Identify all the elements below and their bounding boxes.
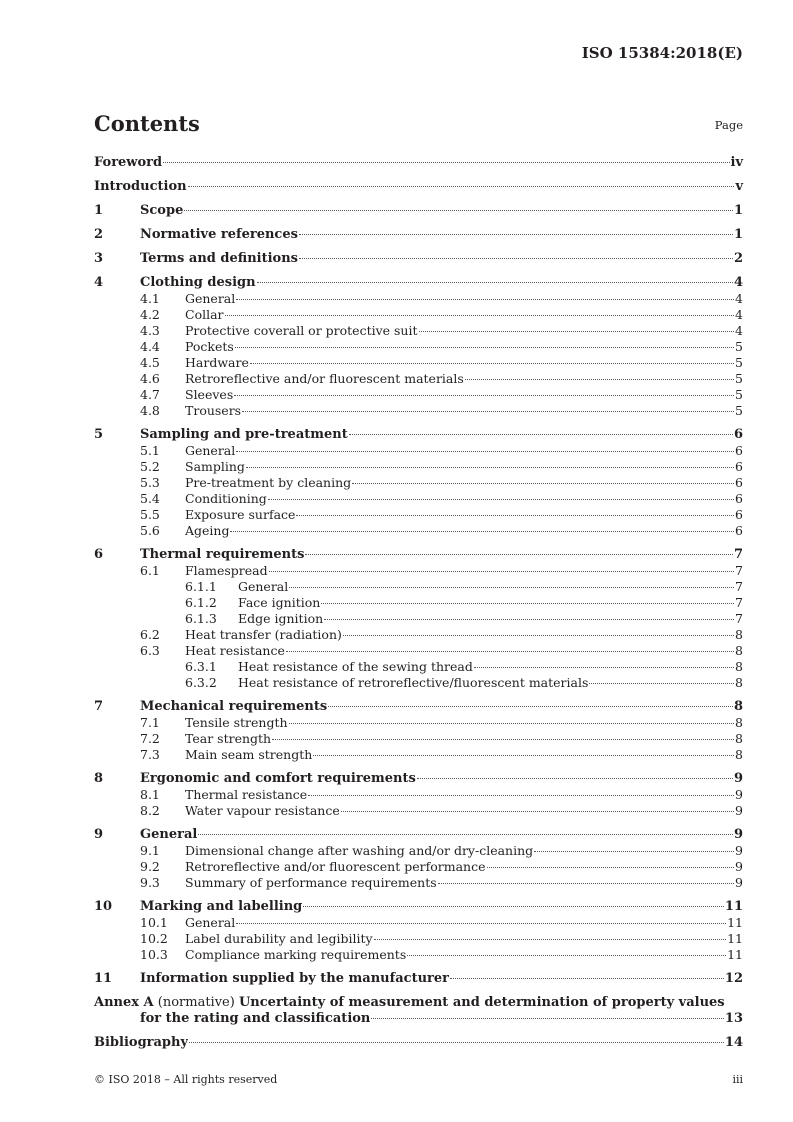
toc-entry[interactable]	[94, 523, 743, 539]
toc-entry-page: 9	[735, 875, 743, 890]
dot-leader	[234, 395, 734, 396]
dot-leader	[188, 186, 735, 187]
dot-leader	[305, 554, 733, 555]
toc-entry[interactable]	[94, 627, 743, 643]
toc-entry-title: Ergonomic and comfort requirements	[140, 771, 416, 786]
dot-leader	[242, 411, 734, 412]
toc-entry-page: 6	[735, 491, 743, 506]
dot-leader	[534, 851, 734, 852]
dot-leader	[236, 451, 734, 452]
dot-leader	[343, 635, 734, 636]
toc-entry-title: Dimensional change after washing and/or dry-cleaning	[185, 843, 534, 858]
dot-leader	[474, 667, 734, 668]
toc-entry-number: 6.3.2	[185, 675, 217, 690]
dot-leader	[296, 515, 734, 516]
toc-entry-number: 5.3	[140, 475, 160, 490]
toc-entry[interactable]	[94, 659, 743, 675]
toc-entry-page: 5	[735, 403, 743, 418]
toc-entry-number: 5.1	[140, 443, 160, 458]
toc-entry-number: 6.1	[140, 563, 160, 578]
toc-entry-number: 4	[94, 275, 104, 290]
toc-entry[interactable]	[94, 203, 743, 219]
toc-entry-page: 9	[735, 843, 743, 858]
toc-entry-page: 1	[733, 203, 743, 218]
toc-entry[interactable]	[94, 427, 743, 443]
toc-entry-number: 4.7	[140, 387, 160, 402]
toc-entry-number: 10.2	[140, 931, 168, 946]
toc-entry-page: 7	[735, 595, 743, 610]
toc-entry-page: 11	[727, 947, 743, 962]
toc-entry-title: Retroreflective and/or fluorescent materials	[185, 371, 464, 386]
toc-entry[interactable]	[94, 491, 743, 507]
toc-entry-number: 9.3	[140, 875, 160, 890]
toc-entry[interactable]	[94, 443, 743, 459]
toc-entry-number: 5.2	[140, 459, 160, 474]
dot-leader	[450, 978, 724, 979]
toc-entry-title: Ageing	[185, 523, 230, 538]
toc-entry[interactable]	[94, 899, 743, 915]
toc-entry[interactable]	[94, 547, 743, 563]
toc-entry-page: 8	[735, 731, 743, 746]
toc-entry-title: Thermal resistance	[185, 787, 308, 802]
toc-entry-title: Normative references	[140, 227, 298, 242]
toc-entry-page: 8	[735, 643, 743, 658]
toc-entry-number: 7.2	[140, 731, 160, 746]
dot-leader	[269, 571, 734, 572]
toc-entry-page: 4	[735, 323, 743, 338]
toc-entry[interactable]	[94, 227, 743, 243]
toc-entry[interactable]	[94, 771, 743, 787]
dot-leader	[299, 234, 733, 235]
toc-entry-title: Foreword	[94, 155, 163, 170]
toc-entry-page: 6	[735, 507, 743, 522]
toc-entry-page: 7	[733, 547, 743, 562]
dot-leader	[589, 683, 734, 684]
dot-leader	[303, 906, 724, 907]
toc-entry-number: 4.3	[140, 323, 160, 338]
annex-title-line1: Uncertainty of measurement and determination of property values	[238, 995, 725, 1010]
toc-entry-page: 8	[735, 675, 743, 690]
toc-entry-page: 9	[735, 787, 743, 802]
dot-leader	[289, 587, 734, 588]
toc-entry-page: 8	[735, 715, 743, 730]
toc-entry[interactable]	[94, 915, 743, 931]
dot-leader	[198, 834, 733, 835]
toc-entry-title: Pre-treatment by cleaning	[185, 475, 352, 490]
toc-entry-page: 9	[733, 771, 743, 786]
toc-entry-title: Thermal requirements	[140, 547, 305, 562]
toc-entry-title: Retroreflective and/or fluorescent performance	[185, 859, 486, 874]
bibliography-title: Bibliography	[94, 1035, 189, 1050]
dot-leader	[246, 467, 734, 468]
toc-entry-number: 6.1.3	[185, 611, 217, 626]
toc-entry-number: 5	[94, 427, 104, 442]
dot-leader	[321, 603, 734, 604]
toc-entry[interactable]	[94, 275, 743, 291]
toc-entry[interactable]	[94, 307, 743, 323]
dot-leader	[313, 755, 734, 756]
bibliography-page: 14	[724, 1035, 743, 1050]
toc-entry-page: 9	[733, 827, 743, 842]
toc-entry-number: 7	[94, 699, 104, 714]
toc-entry-title: Summary of performance requirements	[185, 875, 437, 890]
toc-entry-title: Edge ignition	[238, 611, 324, 626]
toc-entry-page: iv	[730, 155, 743, 170]
toc-entry-annex-a[interactable]	[94, 995, 743, 1027]
toc-entry-number: 4.4	[140, 339, 160, 354]
dot-leader	[299, 258, 733, 259]
toc-entry-number: 5.4	[140, 491, 160, 506]
toc-entry-number: 8	[94, 771, 104, 786]
dot-leader	[341, 811, 734, 812]
toc-entry-number: 6.1.1	[185, 579, 217, 594]
toc-entry[interactable]	[94, 579, 743, 595]
toc-entry-title: Tensile strength	[185, 715, 288, 730]
toc-entry-number: 6.3	[140, 643, 160, 658]
toc-entry-page: 5	[735, 355, 743, 370]
toc-entry-number: 4.1	[140, 291, 160, 306]
copyright-notice: © ISO 2018 – All rights reserved	[94, 1073, 278, 1086]
toc-entry-number: 4.6	[140, 371, 160, 386]
toc-entry[interactable]	[94, 155, 743, 171]
toc-entry[interactable]	[94, 475, 743, 491]
dot-leader	[417, 778, 733, 779]
toc-entry-title: Conditioning	[185, 491, 267, 506]
toc-entry-page: 1	[733, 227, 743, 242]
toc-entry[interactable]	[94, 403, 743, 419]
dot-leader	[438, 883, 734, 884]
toc-entry-title: Sleeves	[185, 387, 234, 402]
toc-entry-page: 5	[735, 339, 743, 354]
toc-entry-number: 10	[94, 899, 113, 914]
dot-leader	[371, 1018, 724, 1019]
toc-entry[interactable]	[94, 715, 743, 731]
toc-entry[interactable]	[94, 595, 743, 611]
toc-entry[interactable]	[94, 747, 743, 763]
toc-entry[interactable]	[94, 355, 743, 371]
toc-entry-page: 8	[735, 659, 743, 674]
toc-entry-title: Hardware	[185, 355, 249, 370]
document-id: ISO 15384:2018(E)	[581, 44, 743, 62]
toc-entry-title: Main seam strength	[185, 747, 313, 762]
dot-leader	[465, 379, 734, 380]
annex-title-line2: for the rating and classification	[140, 1011, 371, 1026]
toc-entry-number: 5.6	[140, 523, 160, 538]
toc-entry[interactable]	[94, 731, 743, 747]
toc-entry-title: Heat resistance of the sewing thread	[238, 659, 473, 674]
toc-entry-title: Heat resistance	[185, 643, 285, 658]
dot-leader	[352, 483, 734, 484]
toc-entry-title: Flamespread	[185, 563, 268, 578]
toc-entry-page: 9	[735, 803, 743, 818]
toc-entry[interactable]	[94, 699, 743, 715]
toc-entry-page: 7	[735, 579, 743, 594]
toc-entry[interactable]	[94, 339, 743, 355]
toc-entry-title: Face ignition	[238, 595, 321, 610]
toc-entry-title: Information supplied by the manufacturer	[140, 971, 449, 986]
toc-entry[interactable]	[94, 459, 743, 475]
toc-entry-number: 6.3.1	[185, 659, 217, 674]
toc-entry[interactable]	[94, 827, 743, 843]
toc-entry[interactable]	[94, 971, 743, 987]
toc-entry-number: 1	[94, 203, 104, 218]
toc-entry-title: Pockets	[185, 339, 234, 354]
toc-entry-title: Protective coverall or protective suit	[185, 323, 418, 338]
toc-entry-page: 6	[735, 475, 743, 490]
toc-entry-page: 6	[733, 427, 743, 442]
toc-entry-title: Heat resistance of retroreflective/fluorescent materials	[238, 675, 589, 690]
toc-entry-title: Water vapour resistance	[185, 803, 340, 818]
dot-leader	[407, 955, 726, 956]
dot-leader	[308, 795, 734, 796]
toc-entry-page: 6	[735, 443, 743, 458]
toc-entry-title: Marking and labelling	[140, 899, 303, 914]
dot-leader	[163, 162, 729, 163]
toc-entry-bibliography[interactable]	[94, 1035, 743, 1051]
dot-leader	[349, 434, 733, 435]
toc-entry-number: 10.1	[140, 915, 168, 930]
toc-entry-title: Introduction	[94, 179, 187, 194]
toc-entry-number: 5.5	[140, 507, 160, 522]
toc-entry-page: 8	[733, 699, 743, 714]
dot-leader	[286, 651, 734, 652]
toc-entry-title: Scope	[140, 203, 184, 218]
toc-entry[interactable]	[94, 291, 743, 307]
toc-entry-number: 7.1	[140, 715, 160, 730]
toc-entry-page: 5	[735, 371, 743, 386]
toc-entry[interactable]	[94, 947, 743, 963]
toc-entry-number: 9	[94, 827, 104, 842]
toc-entry-title: Heat transfer (radiation)	[185, 627, 342, 642]
toc-entry-title: Sampling and pre-treatment	[140, 427, 348, 442]
toc-entry-number: 4.8	[140, 403, 160, 418]
toc-entry-number: 11	[94, 971, 113, 986]
toc-entry-title: Trousers	[185, 403, 242, 418]
toc-entry-title: Sampling	[185, 459, 245, 474]
toc-entry-number: 4.2	[140, 307, 160, 322]
toc-entry-page: 6	[735, 459, 743, 474]
toc-entry-page: 7	[735, 563, 743, 578]
dot-leader	[289, 723, 735, 724]
dot-leader	[328, 706, 733, 707]
toc-entry-page: 6	[735, 523, 743, 538]
toc-entry-number: 10.3	[140, 947, 168, 962]
toc-entry-page: 8	[735, 627, 743, 642]
toc-entry-number: 6	[94, 547, 104, 562]
toc-entry[interactable]	[94, 179, 743, 195]
dot-leader	[236, 299, 734, 300]
toc-entry-title: General	[185, 291, 236, 306]
toc-entry-title: Terms and definitions	[140, 251, 298, 266]
toc-entry-number: 6.2	[140, 627, 160, 642]
toc-entry-page: 4	[733, 275, 743, 290]
toc-entry-page: 8	[735, 747, 743, 762]
toc-entry-title: General	[185, 443, 236, 458]
toc-entry-page: 9	[735, 859, 743, 874]
dot-leader	[184, 210, 733, 211]
toc-entry-number: 7.3	[140, 747, 160, 762]
toc-entry-number: 9.1	[140, 843, 160, 858]
toc-entry-title: Compliance marking requirements	[185, 947, 407, 962]
toc-entry-number: 4.5	[140, 355, 160, 370]
toc-entry-title: Label durability and legibility	[185, 931, 373, 946]
toc-entry-page: 11	[727, 931, 743, 946]
dot-leader	[272, 739, 734, 740]
toc-entry-number: 8.1	[140, 787, 160, 802]
toc-entry[interactable]	[94, 387, 743, 403]
dot-leader	[487, 867, 735, 868]
toc-entry[interactable]	[94, 643, 743, 659]
toc-entry[interactable]	[94, 611, 743, 627]
toc-entry-number: 6.1.2	[185, 595, 217, 610]
toc-entry-page: 2	[733, 251, 743, 266]
dot-leader	[189, 1042, 724, 1043]
toc-entry[interactable]	[94, 843, 743, 859]
dot-leader	[419, 331, 735, 332]
toc-entry[interactable]	[94, 931, 743, 947]
dot-leader	[268, 499, 734, 500]
dot-leader	[230, 531, 734, 532]
table-of-contents	[94, 155, 743, 1051]
dot-leader	[374, 939, 726, 940]
dot-leader	[225, 315, 735, 316]
toc-entry-title: Tear strength	[185, 731, 272, 746]
toc-entry-title: Mechanical requirements	[140, 699, 328, 714]
toc-entry-number: 9.2	[140, 859, 160, 874]
toc-entry[interactable]	[94, 787, 743, 803]
toc-entry-page: 11	[727, 915, 743, 930]
dot-leader	[257, 282, 733, 283]
toc-entry-page: 7	[735, 611, 743, 626]
toc-entry[interactable]	[94, 507, 743, 523]
page-title: Contents	[94, 111, 200, 136]
toc-entry-title: General	[185, 915, 236, 930]
toc-entry-title: General	[140, 827, 198, 842]
toc-entry-number: 2	[94, 227, 104, 242]
toc-entry-page: 11	[724, 899, 743, 914]
toc-entry-number: 8.2	[140, 803, 160, 818]
toc-entry[interactable]	[94, 859, 743, 875]
annex-type: (normative)	[157, 995, 235, 1010]
toc-entry-title: General	[238, 579, 289, 594]
page-number: iii	[732, 1073, 743, 1086]
page-column-label: Page	[714, 118, 743, 132]
toc-entry[interactable]	[94, 803, 743, 819]
toc-entry-title: Exposure surface	[185, 507, 296, 522]
annex-label: Annex A	[94, 995, 154, 1010]
toc-entry[interactable]	[94, 323, 743, 339]
toc-entry[interactable]	[94, 875, 743, 891]
toc-entry-title: Collar	[185, 307, 224, 322]
dot-leader	[235, 347, 734, 348]
annex-page: 13	[724, 1011, 743, 1026]
dot-leader	[236, 923, 726, 924]
dot-leader	[250, 363, 734, 364]
toc-entry[interactable]	[94, 675, 743, 691]
toc-entry[interactable]	[94, 371, 743, 387]
dot-leader	[324, 619, 734, 620]
toc-entry-page: 4	[735, 307, 743, 322]
toc-entry-page: 5	[735, 387, 743, 402]
toc-entry-number: 3	[94, 251, 104, 266]
toc-entry[interactable]	[94, 563, 743, 579]
toc-entry-page: 12	[724, 971, 743, 986]
toc-entry-page: v	[735, 179, 743, 194]
toc-entry-title: Clothing design	[140, 275, 256, 290]
toc-entry[interactable]	[94, 251, 743, 267]
toc-entry-page: 4	[735, 291, 743, 306]
